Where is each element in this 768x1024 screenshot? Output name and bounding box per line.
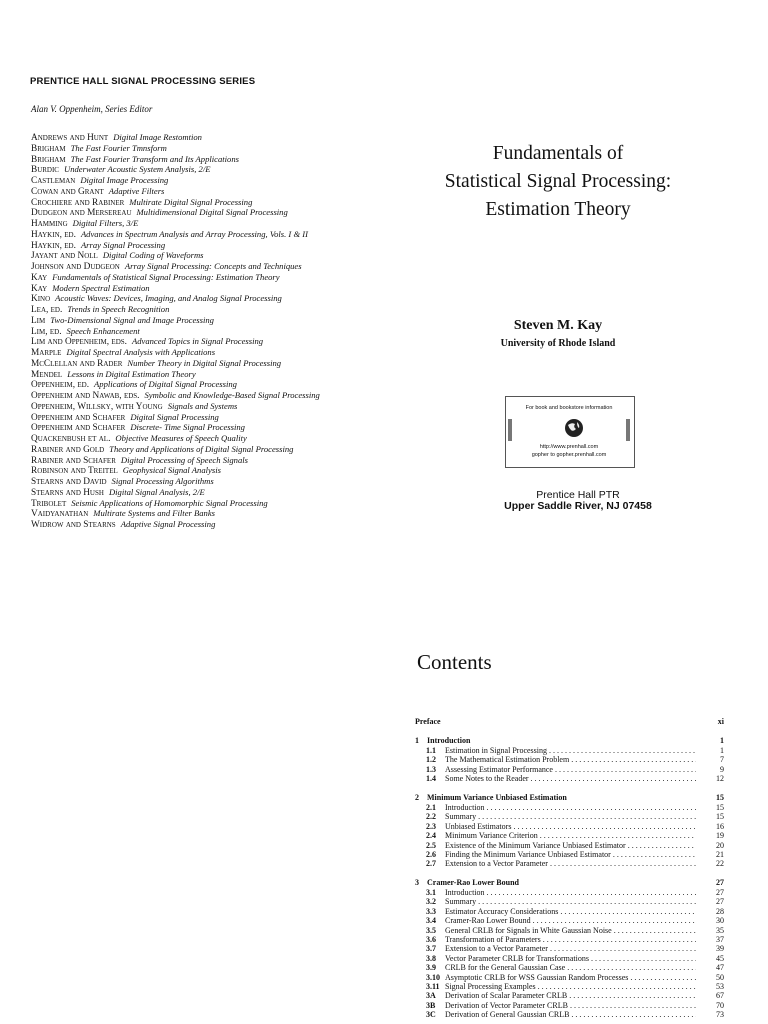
toc-section-number: 3.2 (426, 897, 436, 907)
toc-section-title: Summary . . . (445, 812, 696, 821)
toc-section-number: 2.1 (426, 803, 436, 812)
toc-section-number: 3.5 (426, 925, 436, 935)
toc-preface-title: Preface (415, 717, 441, 726)
series-entry-author: Brigham (31, 143, 66, 154)
toc-section-page: 20 (716, 840, 724, 850)
toc-section-title: Some Notes to the Reader . . . (445, 774, 696, 783)
toc-section-number: 3B (426, 1000, 436, 1010)
toc-section-title: Derivation of General Gaussian CRLB . . . (445, 1010, 696, 1019)
toc-section-number: 3.11 (426, 981, 440, 991)
series-entry-author: Haykin, ed. (31, 229, 76, 240)
toc-section-number: 2.2 (426, 812, 436, 822)
series-entry-title: Theory and Applications of Digital Signal Processing (109, 443, 294, 454)
globe-icon (564, 418, 584, 438)
toc-chapter-number: 3 (415, 878, 419, 887)
toc-section-number: 3C (426, 1010, 436, 1020)
toc-section-row[interactable] (415, 746, 724, 755)
series-entry-author: Hamming (31, 219, 68, 229)
toc-section-row[interactable] (415, 935, 724, 944)
toc-section-number: 3.7 (426, 944, 436, 954)
toc-section-title: Extension to a Vector Parameter . . . (445, 944, 696, 953)
toc-section-title: Derivation of Scalar Parameter CRLB . . . (445, 991, 696, 1000)
toc-section-number: 3.1 (426, 888, 436, 897)
series-entry-author: Dudgeon and Mersereau (31, 208, 132, 219)
toc-section-row[interactable] (415, 944, 724, 953)
series-entry (31, 402, 320, 413)
series-entry-title: Adaptive Filters (108, 185, 165, 196)
series-entry-title: Adaptive Signal Processing (120, 519, 216, 529)
series-entry-title: Applications of Digital Signal Processing (94, 379, 237, 390)
toc-section-row[interactable] (415, 982, 724, 991)
toc-preface-page: xi (717, 717, 724, 726)
toc-section-page: 39 (716, 944, 724, 954)
series-entry-title: The Fast Fourier Tmnsform (70, 142, 167, 153)
series-entry-title: Seismic Applications of Homomorphic Signal Processing (71, 497, 268, 508)
contents-heading: Contents (417, 650, 492, 674)
toc-section-title: Finding the Minimum Variance Unbiased Estimator . . . (445, 850, 696, 859)
toc-section-title: Unbiased Estimators . . . (445, 822, 696, 831)
toc-chapter-row[interactable] (415, 736, 724, 746)
toc-section-title: Introduction . . . (445, 803, 696, 812)
toc-section-page: 7 (720, 755, 724, 765)
toc-section-page: 15 (716, 803, 724, 812)
toc-section-page: 45 (716, 953, 724, 963)
toc-section-number: 1.2 (426, 755, 436, 765)
toc-section-number: 1.3 (426, 764, 436, 774)
publisher-address: Upper Saddle River, NJ 07458 (504, 500, 652, 512)
toc-section-page: 47 (716, 963, 724, 973)
toc-section-number: 3A (426, 991, 436, 1001)
series-entry-title: Advanced Topics in Signal Processing (131, 336, 264, 347)
series-entry-author: Cowan and Grant (31, 186, 104, 197)
series-entry-title: Lessons in Digital Estimation Theory (67, 368, 196, 379)
toc-section-row[interactable] (415, 973, 724, 982)
series-entry-author: Haykin, ed. (31, 240, 76, 251)
series-entry-author: Vaidyanathan (31, 509, 89, 520)
toc-section-page: 35 (716, 925, 724, 935)
toc-section-page: 27 (716, 897, 724, 907)
toc-section-page: 70 (716, 1000, 724, 1010)
toc-section-page: 1 (720, 746, 724, 755)
toc-section-page: 12 (716, 774, 724, 784)
publisher-info-box (505, 396, 635, 468)
toc-section-page: 53 (716, 981, 724, 991)
series-entry (31, 176, 320, 187)
series-entry-author: Widrow and Stearns (31, 520, 116, 530)
toc-section-number: 2.6 (426, 849, 436, 859)
toc-section-title: Minimum Variance Criterion . . . (445, 831, 696, 840)
series-entry-title: Digital Processing of Speech Signals (120, 454, 248, 465)
series-entry-title: Digital Coding of Waveforms (102, 250, 204, 261)
toc-section-number: 3.4 (426, 916, 436, 926)
series-entry (31, 144, 320, 155)
publisher-web-address[interactable]: http://www.prenhall.com (539, 444, 599, 450)
toc-section-number: 3.6 (426, 934, 436, 944)
series-entry-title: Digital Image Processing (80, 175, 169, 185)
toc-section-row[interactable] (415, 907, 724, 916)
toc-chapter-page: 1 (720, 736, 724, 745)
toc-section-number: 3.10 (426, 972, 440, 982)
box-decoration (508, 419, 512, 441)
toc-section-title: Extension to a Vector Parameter . . . (445, 859, 696, 868)
series-entry (31, 165, 320, 176)
toc-section-title: Cramer-Rao Lower Bound . . . (445, 916, 696, 925)
book-title-line: Statistical Signal Processing: (444, 171, 672, 192)
series-entry-author: Andrews and Hunt (31, 133, 109, 143)
series-entry-author: Lim (31, 315, 46, 326)
series-entry-author: Kay (31, 272, 48, 283)
toc-chapter-page: 27 (716, 878, 724, 887)
toc-section-page: 21 (716, 849, 724, 859)
series-entry (31, 520, 320, 531)
publisher-gopher-address[interactable]: gopher to gopher.prenhall.com (531, 452, 607, 458)
toc-section-title: Introduction . . . (445, 888, 696, 897)
series-entry-author: Mendel (31, 369, 63, 380)
toc-chapter-row[interactable] (415, 878, 724, 888)
series-header: PRENTICE HALL SIGNAL PROCESSING SERIES (30, 76, 256, 87)
series-list (31, 133, 320, 531)
series-entry-author: Rabiner and Gold (31, 444, 105, 455)
book-title (418, 140, 698, 224)
toc-section-row[interactable] (415, 841, 724, 850)
toc-section-page: 28 (716, 906, 724, 916)
toc-section-page: 27 (716, 888, 724, 897)
series-entry-title: Two-Dimensional Signal and Image Processing (50, 314, 214, 325)
toc-section-row[interactable] (415, 812, 724, 821)
series-editor: Alan V. Oppenheim, Series Editor (31, 104, 153, 114)
toc-section-number: 2.7 (426, 859, 436, 869)
series-entry-title: Digital Signal Analysis, 2/E (108, 486, 205, 497)
toc-chapter-number: 1 (415, 736, 419, 745)
series-entry-title: Discrete- Time Signal Processing (130, 422, 245, 433)
series-entry-title: Number Theory in Digital Signal Processing (127, 357, 282, 368)
toc-section-page: 67 (716, 991, 724, 1001)
toc-section-title: Asymptotic CRLB for WSS Gaussian Random Processes . . . (445, 973, 696, 982)
toc-section-page: 30 (716, 916, 724, 926)
series-entry-author: Oppenheim, ed. (31, 380, 90, 391)
series-entry-author: Tribolet (31, 498, 67, 509)
toc-section-row[interactable] (415, 888, 724, 897)
toc-section-title: Estimator Accuracy Considerations . . . (445, 907, 696, 916)
toc-section-row[interactable] (415, 765, 724, 774)
toc-section-number: 3.9 (426, 963, 436, 973)
series-entry-author: Quackenbush et al. (31, 434, 111, 444)
series-entry-author: Burdic (31, 165, 59, 176)
publisher-box-note: For book and bookstore information (525, 405, 613, 411)
series-entry-author: Crochiere and Rabiner (31, 197, 125, 208)
toc-chapter (415, 878, 724, 1019)
toc-section-row[interactable] (415, 1010, 724, 1019)
book-title-line: Fundamentals of (492, 143, 624, 164)
series-entry-author: Oppenheim and Schafer (31, 423, 126, 434)
toc-section-row[interactable] (415, 954, 724, 963)
book-title-line: Estimation Theory (485, 199, 631, 220)
toc-section-number: 1.1 (426, 746, 436, 755)
series-entry-title: Speech Enhancement (66, 325, 140, 336)
series-entry (31, 359, 320, 370)
toc-chapter-number: 2 (415, 793, 419, 802)
series-entry (31, 488, 320, 499)
toc-section-row[interactable] (415, 774, 724, 783)
toc-section-row[interactable] (415, 850, 724, 859)
toc-section-title: Vector Parameter CRLB for Transformations . . . (445, 954, 696, 963)
series-entry (31, 316, 320, 327)
series-entry (31, 230, 320, 241)
series-entry-author: Brigham (31, 154, 66, 165)
series-entry-title: Advances in Spectrum Analysis and Array Processing, Vols. I & II (80, 228, 309, 239)
toc-section-title: General CRLB for Signals in White Gaussian Noise . . . (445, 926, 696, 935)
toc-chapter (415, 736, 724, 784)
series-entry-title: Symbolic and Knowledge-Based Signal Processing (144, 390, 320, 400)
toc-section-row[interactable] (415, 822, 724, 831)
toc-section-number: 2.3 (426, 821, 436, 831)
series-entry (31, 273, 320, 284)
series-entry-title: Digital Filters, 3/E (72, 218, 139, 228)
toc-section-page: 37 (716, 934, 724, 944)
toc-section-title: Derivation of Vector Parameter CRLB . . . (445, 1001, 696, 1010)
series-entry-author: Rabiner and Schafer (31, 455, 116, 466)
author-name: Steven M. Kay (513, 318, 603, 333)
series-entry-title: Geophysical Signal Analysis (122, 465, 221, 476)
series-entry-title: Multirate Systems and Filter Banks (93, 508, 216, 519)
toc-section-row[interactable] (415, 926, 724, 935)
toc-section-row[interactable] (415, 991, 724, 1000)
series-entry-title: Digital Signal Processing (130, 411, 219, 422)
author-affiliation: University of Rhode Island (500, 338, 616, 349)
toc-preface-row[interactable] (415, 717, 724, 726)
toc-section-title: Existence of the Minimum Variance Unbiased Estimator . . . (445, 841, 696, 850)
toc-section-page: 73 (716, 1010, 724, 1020)
series-entry-author: Robinson and Treitel (31, 466, 118, 477)
toc-section-title: Estimation in Signal Processing . . . (445, 746, 696, 755)
series-entry-author: Kino (31, 294, 51, 305)
series-entry-title: Underwater Acoustic System Analysis, 2/E (63, 164, 211, 175)
toc-section-number: 2.4 (426, 831, 436, 841)
series-entry-author: Oppenheim and Nawab, eds. (31, 391, 140, 401)
toc-section-row[interactable] (415, 897, 724, 906)
toc-section-number: 3.3 (426, 906, 436, 916)
series-entry-title: Modern Spectral Estimation (52, 282, 150, 293)
series-entry-title: Digital Image Restomtion (113, 132, 202, 142)
series-entry-title: The Fast Fourier Transform and Its Applications (70, 153, 239, 164)
series-entry-title: Multidimensional Digital Signal Processing (136, 207, 288, 218)
series-entry-author: Jayant and Noll (31, 251, 98, 262)
series-entry-author: Oppenheim and Schafer (31, 412, 126, 423)
series-entry-author: McClellan and Rader (31, 358, 123, 369)
toc-chapter-page: 15 (716, 793, 724, 802)
toc-section-page: 22 (716, 859, 724, 869)
series-entry-title: Fundamentals of Statistical Signal Processing: Estimation Theory (52, 271, 280, 282)
toc-section-title: Assessing Estimator Performance . . . (445, 765, 696, 774)
toc-section-title: CRLB for the General Gaussian Case . . . (445, 963, 696, 972)
series-entry-title: Signal Processing Algorithms (111, 476, 214, 486)
toc-section-number: 1.4 (426, 774, 436, 784)
toc-chapter-title: Minimum Variance Unbiased Estimation (427, 793, 567, 802)
toc-section-row[interactable] (415, 916, 724, 925)
toc-chapter-row[interactable] (415, 793, 724, 803)
series-entry (31, 187, 320, 198)
toc-section-page: 15 (716, 812, 724, 822)
box-decoration (626, 419, 630, 441)
toc-section-number: 2.5 (426, 840, 436, 850)
toc-section-page: 19 (716, 831, 724, 841)
toc-chapter-title: Cramer-Rao Lower Bound (427, 878, 519, 887)
toc-section-row[interactable] (415, 1001, 724, 1010)
toc-chapter-title: Introduction (427, 736, 471, 745)
series-entry-title: Trends in Speech Recognition (67, 304, 170, 314)
series-entry-title: Signals and Systems (167, 400, 238, 411)
series-entry-title: Acoustic Waves: Devices, Imaging, and Analog Signal Processing (55, 293, 282, 304)
toc-section-title: Summary . . . (445, 897, 696, 906)
series-entry-title: Multirate Digital Signal Processing (129, 196, 253, 207)
toc-section-title: The Mathematical Estimation Problem . . . (445, 755, 696, 764)
series-entry-author: Lim and Oppenheim, eds. (31, 337, 127, 348)
series-entry-author: Stearns and Hush (31, 487, 104, 498)
toc-chapter (415, 793, 724, 869)
toc-section-row[interactable] (415, 803, 724, 812)
toc-section-title: Signal Processing Examples . . . (445, 982, 696, 991)
series-entry-author: Lim, ed. (31, 326, 62, 337)
toc-section-number: 3.8 (426, 953, 436, 963)
toc-section-page: 9 (720, 764, 724, 774)
series-entry-author: Marple (31, 348, 62, 358)
toc-section-row[interactable] (415, 831, 724, 840)
series-entry-title: Array Signal Processing (80, 239, 166, 250)
series-entry-author: Johnson and Dudgeon (31, 262, 120, 272)
series-entry-author: Oppenheim, Willsky, with Young (31, 401, 163, 412)
series-entry (31, 445, 320, 456)
series-entry-title: Array Signal Processing: Concepts and Techniques (124, 261, 302, 271)
series-entry-title: Objective Measures of Speech Quality (115, 433, 247, 443)
toc-section-page: 50 (716, 972, 724, 982)
toc-section-page: 16 (716, 821, 724, 831)
toc-section-title: Transformation of Parameters . . . (445, 935, 696, 944)
toc-section-row[interactable] (415, 755, 724, 764)
series-entry-author: Lea, ed. (31, 305, 63, 315)
series-entry-author: Castleman (31, 176, 76, 186)
toc-section-row[interactable] (415, 859, 724, 868)
publisher-name: Prentice Hall PTR (536, 489, 620, 501)
series-entry-title: Digital Spectral Analysis with Applications (66, 347, 216, 357)
series-entry-author: Stearns and David (31, 477, 107, 487)
series-entry-author: Kay (31, 283, 48, 294)
toc-section-row[interactable] (415, 963, 724, 972)
